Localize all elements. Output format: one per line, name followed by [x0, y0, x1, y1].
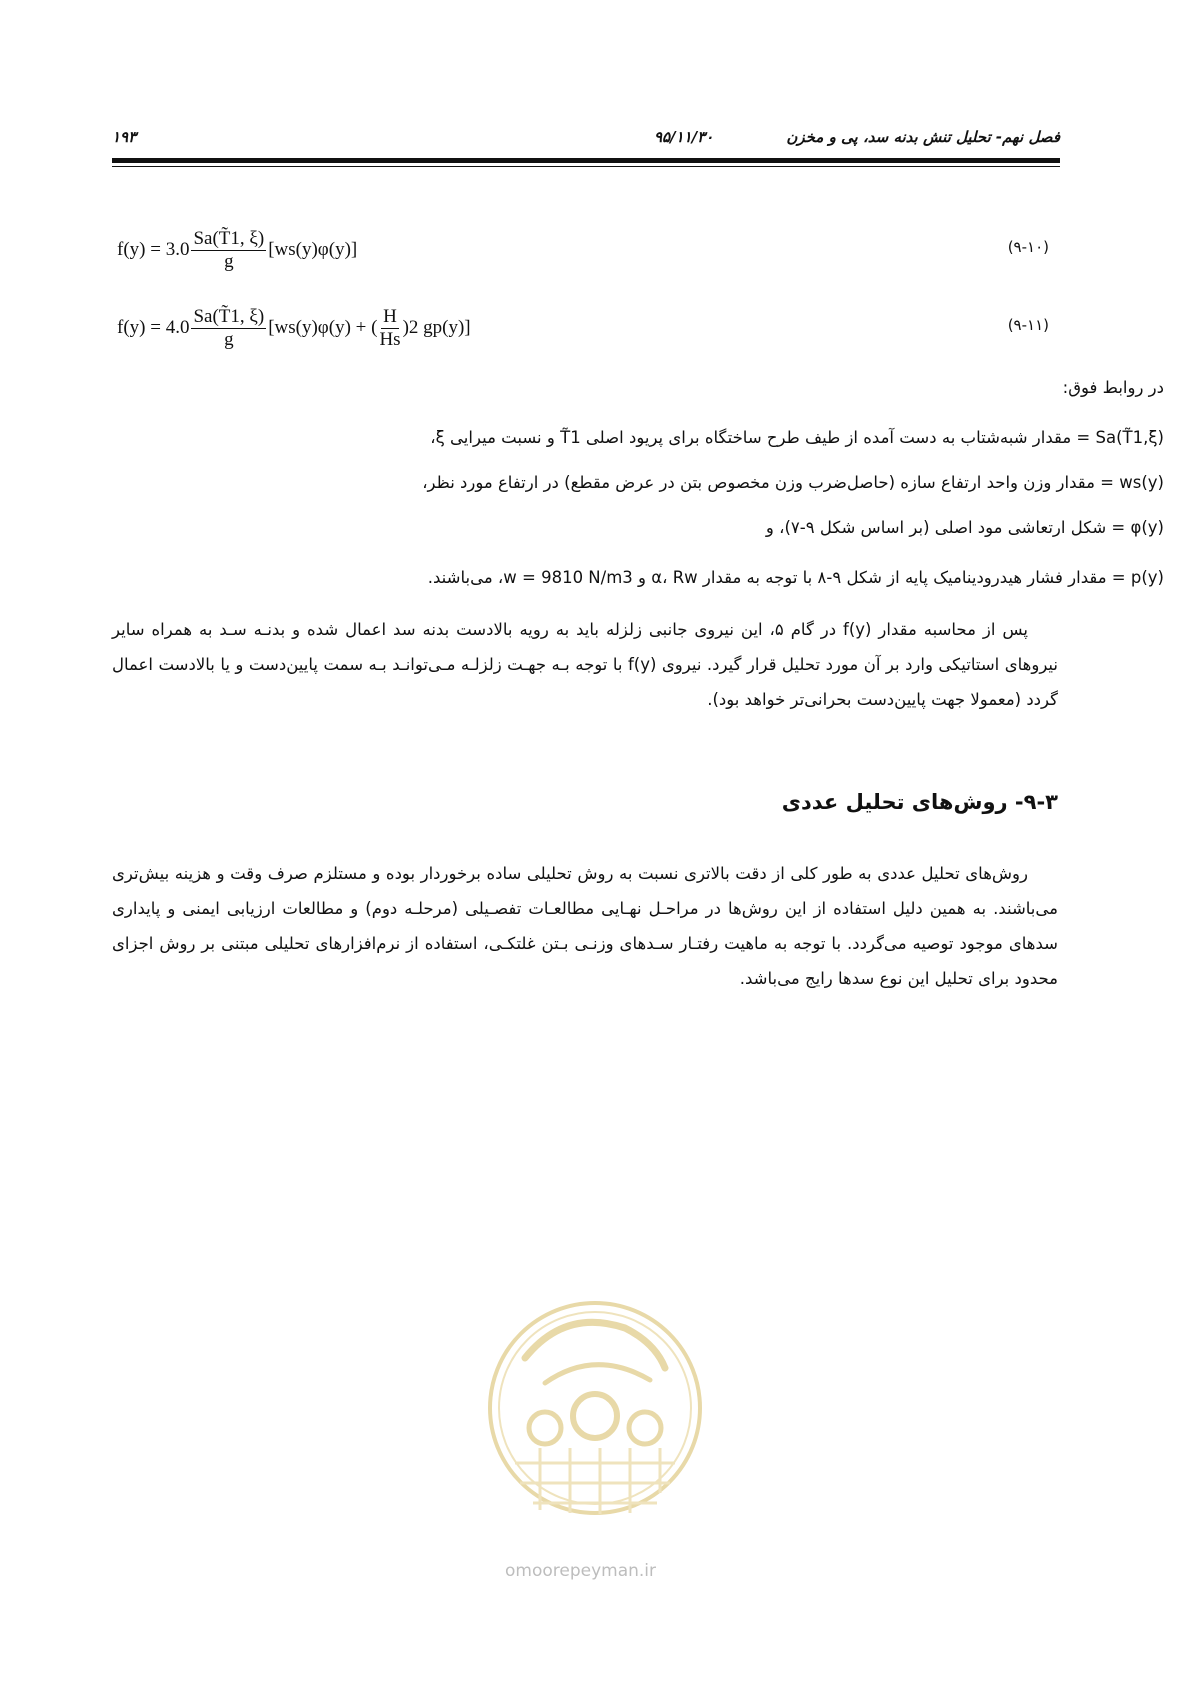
paragraph-numerical-methods: روش‌های تحلیل عددی به طور کلی از دقت بالاتری نسبت به روش تحلیلی ساده برخوردار بوده و مستلزم صرف وقت و هزینه بیش‌تری می‌باشند. به همین دلیل استفاده از این روش‌ها در مراحـل نهـایی مطالعـات تفصـیلی (مرحلـه دوم) و مطالعات ارزیابی ایمنی و پایداری سدهای موجود توصیه می‌گردد. با توجه به ماهیت رفتـار سـدهای وزنـی بـتن غلتکـی، استفاده از نرم‌افزارهای تحلیلی مبتنی بر روش اجزای محدود برای تحلیل این نوع سدها رایج می‌باشد. — [112, 864, 1058, 988]
definition-p: p(y) = مقدار فشار هیدرودینامیک پایه از شکل ۹-۸ با توجه به مقدار α، Rw و w = 9810 N/m3، می‌باشند. — [427, 568, 1164, 587]
eq2-lhs: f(y) = 4.0 — [117, 317, 190, 338]
eq2-denominator: g — [224, 328, 234, 350]
section-heading: ۹-۳- روش‌های تحلیل عددی — [781, 790, 1058, 814]
eq1-denominator: g — [224, 250, 234, 272]
watermark-seal-icon — [485, 1288, 705, 1588]
definition-phi: φ(y) = شکل ارتعاشی مود اصلی (بر اساس شکل ۹-۷)، و — [765, 518, 1164, 537]
watermark-site: omoorepeyman.ir — [505, 1561, 657, 1581]
definition-sa: Sa(T̃1,ξ) = مقدار شبه‌شتاب به دست آمده از طیف طرح ساختگاه برای پریود اصلی T̃1 و نسبت میرایی ξ، — [430, 428, 1164, 447]
eq2-height-ratio — [379, 306, 400, 351]
equation-9-10 — [117, 220, 1057, 280]
definitions-intro: در روابط فوق: — [1062, 378, 1164, 397]
eq2-rhs-b: )2 gp(y)] — [402, 317, 471, 338]
eq2-numerator: Sa(T̃1, ξ) — [193, 305, 265, 327]
definition-ws: ws(y) = مقدار وزن واحد ارتفاع سازه (حاصل‌ضرب وزن مخصوص بتن در عرض مقطع) در ارتفاع مورد نظر، — [422, 473, 1164, 492]
page-header — [112, 128, 1060, 150]
equation-9-11 — [117, 298, 1057, 358]
header-rule-thick — [112, 158, 1060, 163]
header-date: ۹۵/۱۱/۳۰ — [654, 128, 714, 146]
header-rule-thin — [112, 166, 1060, 167]
eq2-h-numerator: H — [383, 305, 397, 327]
eq2-h-denominator: Hs — [379, 328, 401, 350]
eq1-lhs: f(y) = 3.0 — [117, 239, 190, 260]
page-number: ۱۹۳ — [112, 128, 137, 146]
chapter-title: فصل نهم- تحلیل تنش بدنه سد، پی و مخزن — [786, 128, 1060, 146]
watermark — [485, 1288, 705, 1588]
eq2-number: (۹-۱۱) — [1007, 316, 1049, 334]
eq1-number: (۹-۱۰) — [1007, 238, 1049, 256]
eq2-fraction — [191, 306, 266, 351]
paragraph-force-application: پس از محاسبه مقدار f(y) در گام ۵، این نیروی جانبی زلزله باید به رویه بالادست بدنه سد اعمال شده و بدنـه سـد به همراه سایر نیروهای استاتیکی وارد بر آن مورد تحلیل قرار گیرد. نیروی f(y) با توجه بـه جهـت زلزلـه مـی‌توانـد بـه سمت پایین‌دست و یا بالادست اعمال گردد (معمولا جهت پایین‌دست بحرانی‌تر خواهد بود). — [112, 620, 1059, 709]
eq1-fraction — [191, 228, 266, 273]
eq2-rhs-a: [ws(y)φ(y) + ( — [268, 317, 378, 338]
eq1-numerator: Sa(T̃1, ξ) — [193, 227, 265, 249]
eq1-rhs: [ws(y)φ(y)] — [268, 239, 358, 260]
